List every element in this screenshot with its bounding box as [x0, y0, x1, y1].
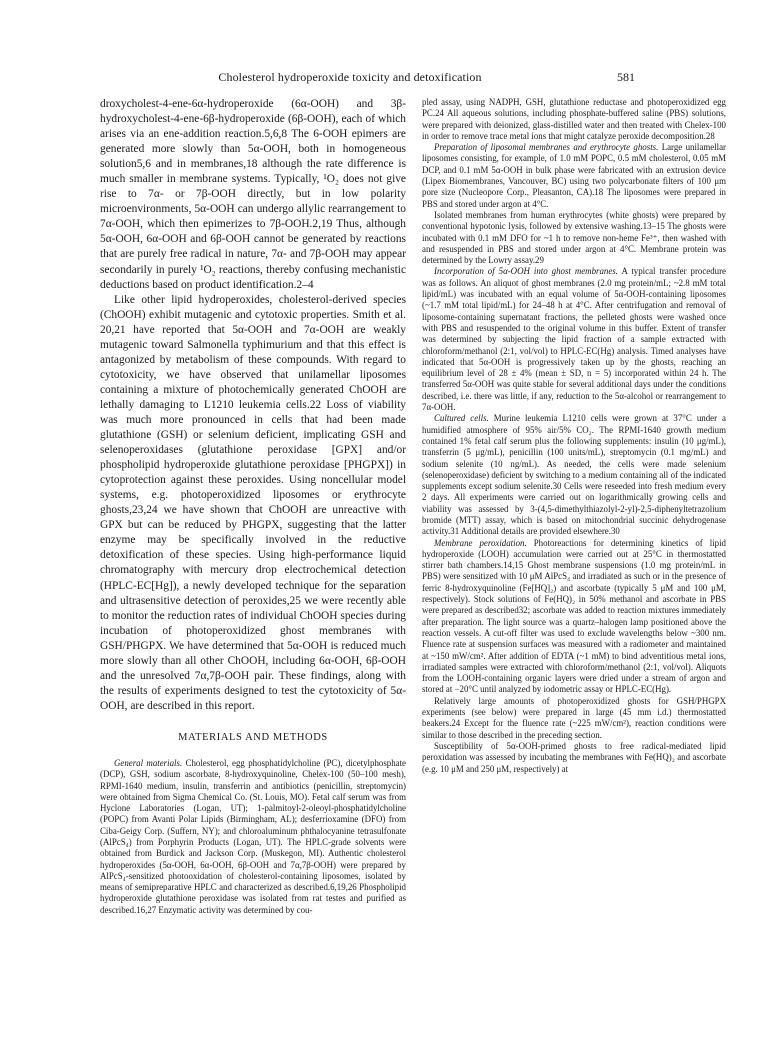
methods-general-materials	[100, 758, 406, 916]
methods-paragraph	[422, 413, 726, 537]
right-column	[422, 97, 726, 775]
paragraph-text: Photoreactions for determining kinetics of lipid hydroperoxide (LOOH) accumulation were carried out at 25°C in thermostatted stirrer bath chambers.14,15 Ghost membrane suspensions (1.0 mg protein/mL in PBS) were sensitized with 10 μM AlPcS₄ and irradiated as such or in the presence of ferric 8-hydroxyquinoline (Fe[HQ]₂) and ascorbate (typically 5 μM and 100 μM, respectively). Stock solutions of Fe(HQ)₂ in 50% methanol and ascorbate in PBS were prepared as described32; ascorbate was added to reaction mixtures immediately after preparation. The light source was a quartz–halogen lamp positioned above the reaction vessels. A cut-off filter was used to exclude wavelengths below ~300 nm. Fluence rate at suspension surfaces was measured with a radiometer and maintained at ~150 mW/cm². After addition of EDTA (~1 mM) to bind adventitious metal ions, irradiated samples were extracted with chloroform/methanol (2:1, vol/vol). Aliquots from the LOOH-containing organic layers were dried under a stream of argon and stored at −20°C until analyzed by iodometric assay or HPLC-EC(Hg).	[422, 537, 726, 695]
paragraph-lead: General materials.	[114, 757, 183, 768]
intro-paragraph-cytotoxicity: Like other lipid hydroperoxides, cholesterol-derived species (ChOOH) exhibit mutagenic and cytotoxic properties. Smith et al. 20,21 have reported that 5α-OOH and 7α-OOH are weakly mutagenic toward Salmonella typhimurium and that this effect is antagonized by metabolism of these compounds. With regard to cytotoxicity, we have observed that unilamellar liposomes containing a mixture of photochemically generated ChOOH are lethally damaging to L1210 leukemia cells.22 Loss of viability was much more pronounced in cells that had been made glutathione (GSH) or selenium deficient, implicating GSH and selenoperoxidases (glutathione peroxidase [GPX] and/or phospholipid hydroperoxide glutathione peroxidase [PHGPX]) in cytoprotection against these peroxides. Using noncellular model systems, e.g. photoperoxidized liposomes or erythrocyte ghosts,23,24 we have shown that ChOOH are unreactive with GPX but can be reduced by PHGPX, suggesting that the latter enzyme may be specifically involved in the reductive detoxification of these species. Using high-performance liquid chromatography with mercury drop electrochemical detection (HPLC-EC[Hg]), a newly developed technique for the separation and ultrasensitive detection of peroxides,25 we were recently able to monitor the reduction rates of individual ChOOH species during incubation of photoperoxidized ghost membranes with GSH/PHGPX. We have determined that 5α-OOH is reduced much more slowly than all other ChOOH, including 6α-OOH, 6β-OOH and the unresolved 7α,7β-OOH pair. These findings, along with the results of experiments designed to test the cytotoxicity of 5α-OOH, are described in this report.	[100, 293, 406, 712]
page-number: 581	[617, 70, 635, 84]
paragraph-text: Isolated membranes from human erythrocytes (white ghosts) were prepared by conventional hypotonic lysis, followed by extensive washing.13–15 The ghosts were incubated with 0.1 mM DFO for ~1 h to remove non-heme Fe³⁺, then washed with and resuspended in PBS and stored under argon at 4°C. Membrane protein was determined by the Lowry assay.29	[422, 209, 726, 266]
left-column	[100, 97, 406, 916]
paragraph-text: Murine leukemia L1210 cells were grown at 37°C under a humidified atmosphere of 95% air/5% CO₂. The RPMI-1640 growth medium contained 1% fetal calf serum plus the following supplements: insulin (10 μg/mL), transferrin (5 μg/mL), penicillin (100 units/mL), streptomycin (0.1 mg/mL) and sodium selenite (10 ng/mL). As needed, the cells were made selenium (selenoperoxidase) deficient by switching to a medium containing all of the indicated supplements except sodium selenite.30 Cells were reseeded into fresh medium every 2 days. All experiments were carried out on logarithmically growing cells and viability was assessed by 3-(4,5-dimethylthiazolyl-2-yl)-2,5-diphenyltetrazolium bromide (MTT) assay, which is based on mitochondrial succinic dehydrogenase activity.31 Additional details are provided elsewhere.30	[422, 413, 726, 537]
paragraph-lead: Cultured cells.	[434, 413, 489, 424]
paragraph-lead: Membrane peroxidation.	[434, 537, 527, 548]
paragraph-lead: Preparation of liposomal membranes and erythrocyte ghosts.	[434, 142, 659, 153]
methods-paragraph	[422, 142, 726, 210]
methods-paragraph	[422, 266, 726, 413]
paragraph-text: pled assay, using NADPH, GSH, glutathione reductase and photoperoxidized egg PC.24 All aqueous solutions, including phosphate-buffered saline (PBS) solutions, were prepared with deionized, glass-distilled water and then treated with Chelex-100 in order to remove trace metal ions that might catalyze peroxide decomposition.28	[422, 97, 726, 141]
methods-paragraph	[422, 696, 726, 741]
running-title: Cholesterol hydroperoxide toxicity and detoxification	[218, 70, 482, 84]
paragraph-text: Cholesterol, egg phosphatidylcholine (PC), dicetylphosphate (DCP), GSH, sodium ascorbate, 8-hydroxyquinoline, Chelex-100 (50–100 mesh), RPMI-1640 medium, insulin, transferrin and antibiotics (penicillin, streptomycin) were obtained from Sigma Chemical Co. (St. Louis, MO). Fetal calf serum was from Hyclone Laboratories (Logan, UT); 1-palmitoyl-2-oleoyl-phosphatidylcholine (POPC) from Avanti Polar Lipids (Birmingham, AL); desferrioxamine (DFO) from Ciba-Geigy Corp. (Suffern, NY); and chloroaluminum phthalocyanine tetrasulfonate (AlPcS₄) from Porphyrin Products (Logan, UT). The HPLC-grade solvents were obtained from Burdick and Jackson Corp. (Muskegon, MI). Authentic cholesterol hydroperoxides (5α-OOH, 6α-OOH, 6β-OOH and 7α,7β-OOH) were prepared by AlPcS₄-sensitized photooxidation of cholesterol-containing liposomes, isolated by means of semipreparative HPLC and characterized as described.6,19,26 Phospholipid hydroperoxide glutathione peroxidase was isolated from rat testes and purified as described.16,27 Enzymatic activity was determined by cou-	[100, 757, 406, 915]
methods-paragraph	[422, 97, 726, 142]
section-heading-methods: MATERIALS AND METHODS	[178, 731, 328, 743]
paragraph-text: A typical transfer procedure was as follows. An aliquot of ghost membranes (2.0 mg protein/mL; ~2.8 mM total lipid/mL) was incubated with an equal volume of 5α-OOH-containing liposomes (~1.7 mM total lipid/mL) for 24–48 h at 4°C. After centrifugation and removal of liposome-containing supernatant fractions, the pelleted ghosts were washed once with PBS and resuspended to the original volume in this buffer. Extent of transfer was determined by subjecting the lipid fraction of a sample extracted with chloroform/methanol (2:1, vol/vol) to HPLC-EC(Hg) analysis. Timed analyses have indicated that 5α-OOH is progressively taken up by the ghosts, reaching an equilibrium level of 28 ± 4% (mean ± SD, n = 5) incorporated within 24 h. The transferred 5α-OOH was quite stable for several additional days under the conditions described, i.e. there was little, if any, reduction to the 5α-alcohol or rearrangement to 7α-OOH.	[422, 266, 726, 413]
paragraph-lead: Incorporation of 5α-OOH into ghost membranes.	[434, 266, 618, 277]
methods-paragraph	[422, 210, 726, 266]
methods-paragraph	[422, 538, 726, 696]
paragraph-text: Large unilamellar liposomes consisting, for example, of 1.0 mM POPC, 0.5 mM cholesterol, 0.05 mM DCP, and 0.1 mM 5α-OOH in bulk phase were fabricated with an extrusion device (Lipex Biomembranes, Vancouver, BC) using two polycarbonate filters of 100 μm pore size (Nucleopore Corp., Pleasanton, CA).18 The liposomes were prepared in PBS and stored under argon at 4°C.	[422, 142, 727, 209]
intro-paragraph-continued: droxycholest-4-ene-6α-hydroperoxide (6α-OOH) and 3β-hydroxycholest-4-ene-6β-hydroperoxide (6β-OOH), each of which arises via an ene-addition reaction.5,6,8 The 6-OOH epimers are generated more slowly than 5α-OOH, both in homogeneous solution5,6 and in membranes,18 although the rate difference is much smaller in membrane systems. Typically, ¹O₂ does not give rise to 7α- or 7β-OOH directly, but in low polarity microenvironments, 5α-OOH can undergo allylic rearrangement to 7α-OOH, which then epimerizes to 7β-OOH.2,19 Thus, although 5α-OOH, 6α-OOH and 6β-OOH cannot be generated by reactions that are purely free radical in nature, 7α- and 7β-OOH may appear secondarily in purely ¹O₂ reactions, thereby confusing mechanistic deductions based on product identification.2–4	[100, 98, 406, 291]
paragraph-text: Susceptibility of 5α-OOH-primed ghosts to free radical-mediated lipid peroxidation was assessed by incubating the membranes with Fe(HQ)₂ and ascorbate (e.g. 10 μM and 250 μM, respectively) at	[422, 740, 726, 774]
paragraph-text: Relatively large amounts of photoperoxidized ghosts for GSH/PHGPX experiments (see below) were prepared in large (45 mm i.d.) thermostatted beakers.24 Except for the fluence rate (~225 mW/cm²), reaction conditions were similar to those described in the preceding section.	[422, 695, 726, 740]
methods-paragraph	[422, 741, 726, 775]
